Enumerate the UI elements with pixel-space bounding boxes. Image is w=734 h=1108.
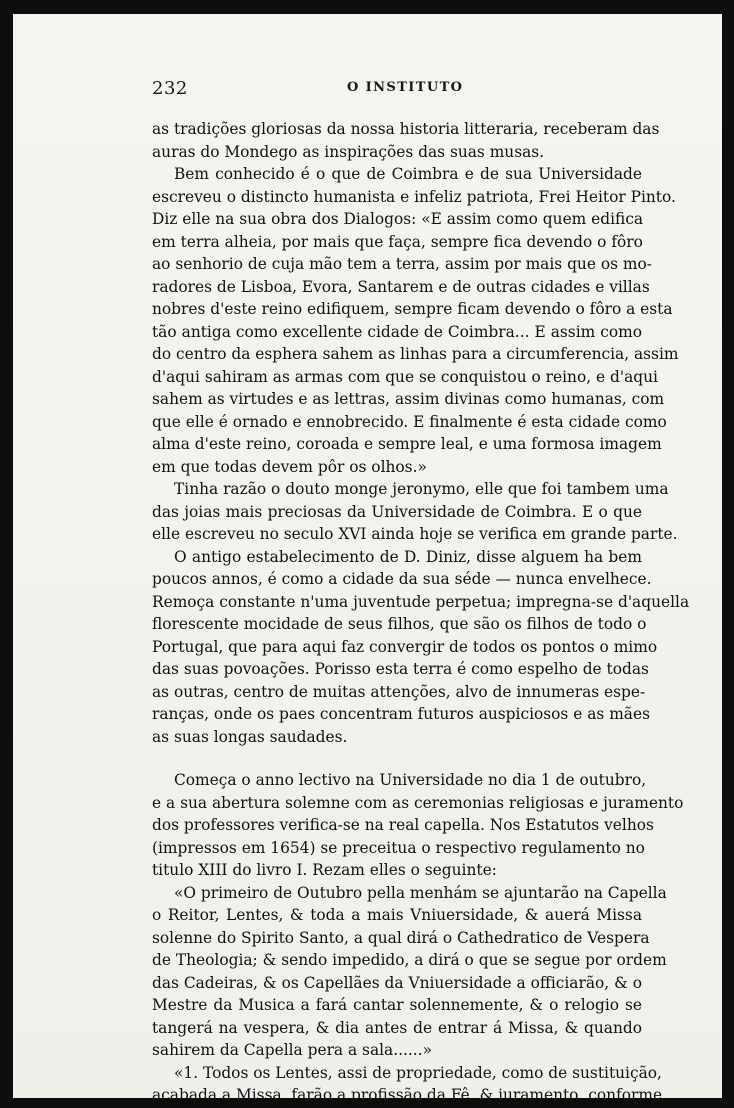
text-line: titulo XIII do livro I. Rezam elles o seguinte: — [152, 861, 497, 879]
body-text — [152, 118, 690, 1107]
text-line: acabada a Missa, farão a profissão da Fê, & juramento, conforme — [152, 1086, 663, 1104]
text-line: nobres d'este reino edifiquem, sempre ficam devendo o fôro a esta — [152, 300, 673, 318]
text-line: Bem conhecido é o que de Coimbra e de sua Universidade — [174, 165, 642, 183]
text-line: florescente mocidade de seus filhos, que são os filhos de todo o — [152, 615, 647, 633]
text-line: as tradições gloriosas da nossa historia litteraria, receberam das — [152, 120, 660, 138]
text-line: as outras, centro de muitas attenções, alvo de innumeras espe- — [152, 682, 646, 701]
text-line: elle escreveu no seculo XVI ainda hoje se verifica em grande parte. — [152, 525, 678, 543]
text-line: ao senhorio de cuja mão tem a terra, assim por mais que os mo- — [152, 255, 652, 273]
text-line: «1. Todos os Lentes, assi de propriedade, como de sustituição, — [174, 1063, 662, 1082]
text-line: «O primeiro de Outubro pella menhám se ajuntarão na Capella — [174, 883, 667, 902]
text-line: em terra alheia, por mais que faça, sempre fica devendo o fôro — [152, 232, 643, 251]
text-line: auras do Mondego as inspirações das suas musas. — [152, 142, 545, 161]
text-line: (impressos em 1654) se preceitua o respectivo regulamento no — [152, 838, 645, 857]
text-line: alma d'este reino, coroada e sempre leal, e uma formosa imagem — [152, 435, 662, 453]
text-line: as suas longas saudades. — [152, 727, 348, 746]
text-line: sahirem da Capella pera a sala......» — [152, 1041, 432, 1059]
text-line: radores de Lisboa, Evora, Santarem e de outras cidades e villas — [152, 277, 650, 296]
text-line: sahem as virtudes e as lettras, assim divinas como humanas, com — [152, 390, 665, 408]
text-line: das Cadeiras, & os Capellães da Vniuersidade a officiarão, & o — [152, 973, 642, 992]
text-line: d'aqui sahiram as armas com que se conquistou o reino, e d'aqui — [152, 367, 658, 386]
text-line: solenne do Spirito Santo, a qual dirá o Cathedratico de Vespera — [152, 928, 650, 947]
text-line: e a sua abertura solemne com as ceremonias religiosas e juramento — [152, 793, 684, 812]
text-line: que elle é ornado e ennobrecido. E finalmente é esta cidade como — [152, 412, 667, 431]
text-line: O antigo estabelecimento de D. Diniz, disse alguem ha bem — [174, 547, 642, 566]
text-line: Diz elle na sua obra dos Dialogos: «E assim como quem edifica — [152, 210, 644, 228]
text-line: de Theologia; & sendo impedido, a dirá o que se segue por ordem — [152, 951, 667, 969]
page-header — [152, 78, 640, 102]
text-line: ranças, onde os paes concentram futuros auspiciosos e as mães — [152, 705, 650, 723]
text-line: em que todas devem pôr os olhos.» — [152, 457, 427, 476]
text-line: Remoça constante n'uma juventude perpetua; impregna-se d'aquella — [152, 592, 690, 611]
paragraph-gap — [152, 748, 642, 769]
text-line: dos professores verifica-se na real capella. Nos Estatutos velhos — [152, 816, 654, 834]
text-line: Mestre da Musica a fará cantar solennemente, & o relogio se — [152, 996, 642, 1014]
running-title: O INSTITUTO — [347, 80, 464, 95]
text-line: das suas povoações. Porisso esta terra é como espelho de todas — [152, 660, 649, 678]
text-line: tangerá na vespera, & dia antes de entrar á Missa, & quando — [152, 1018, 642, 1037]
text-line: poucos annos, é como a cidade da sua séde — nunca envelhece. — [152, 570, 652, 588]
text-line: tão antiga como excellente cidade de Coimbra... E assim como — [152, 322, 642, 341]
text-line: das joias mais preciosas da Universidade de Coimbra. E o que — [152, 502, 642, 521]
text-line: Começa o anno lectivo na Universidade no dia 1 de outubro, — [174, 771, 647, 789]
text-line: o Reitor, Lentes, & toda a mais Vniuersidade, & auerá Missa — [152, 906, 642, 924]
text-line: do centro da esphera sahem as linhas para a circumferencia, assim — [152, 345, 679, 363]
page-number: 232 — [152, 78, 188, 99]
text-line: Tinha razão o douto monge jeronymo, elle que foi tambem uma — [174, 480, 669, 498]
text-line: escreveu o distincto humanista e infeliz patriota, Frei Heitor Pinto. — [152, 187, 676, 206]
text-line: Portugal, que para aqui faz convergir de todos os pontos o mimo — [152, 637, 658, 656]
